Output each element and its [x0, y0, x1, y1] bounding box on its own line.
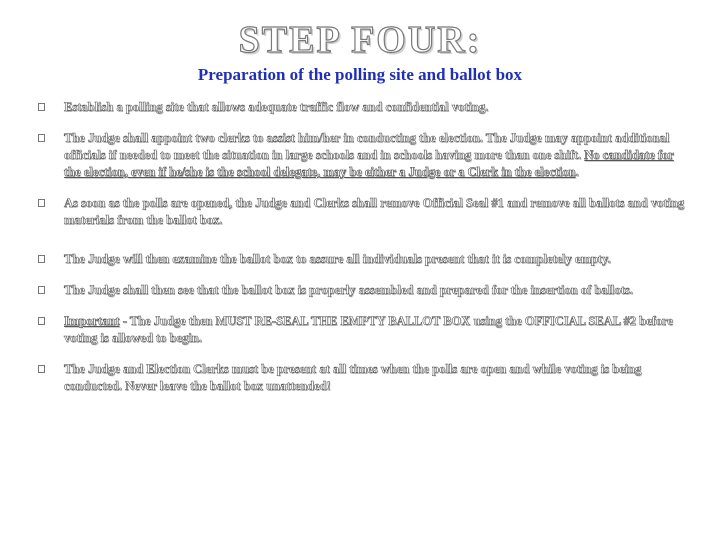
bullet-text: The Judge shall then see that the ballot box is properly assembled and prepared for the insertion of ballots.	[64, 283, 633, 297]
square-bullet-icon	[38, 134, 45, 142]
bullet-text: Establish a polling site that allows adequate traffic flow and confidential voting.	[64, 100, 489, 114]
square-bullet-icon	[38, 286, 45, 294]
bullet-item	[36, 195, 686, 229]
bullet-item	[36, 130, 686, 181]
bullet-text: The Judge will then examine the ballot box to assure all individuals present that it is completely empty.	[64, 252, 611, 266]
bullet-item	[36, 313, 686, 347]
square-bullet-icon	[38, 255, 45, 263]
bullet-text: As soon as the polls are opened, the Judge and Clerks shall remove Official Seal #1 and remove all ballots and voting materials from the ballot box.	[64, 196, 685, 227]
slide-subtitle: Preparation of the polling site and ballot box	[197, 65, 523, 84]
bullet-item	[36, 99, 686, 116]
bullet-item	[36, 361, 686, 395]
square-bullet-icon	[38, 365, 45, 373]
bullet-text: - The Judge then MUST RE-SEAL THE EMPTY BALLOT BOX using the OFFICIAL SEAL #2 before voting is allowed to begin.	[64, 314, 673, 345]
square-bullet-icon	[38, 103, 45, 111]
bullet-list	[36, 99, 686, 409]
bullet-text: The Judge and Election Clerks must be present at all times when the polls are open and while voting is being conducted. Never leave the ballot box unattended!	[64, 362, 642, 393]
slide-title: STEP FOUR:	[238, 19, 482, 61]
bullet-text-tail: .	[575, 165, 579, 179]
square-bullet-icon	[38, 199, 45, 207]
bullet-text: The Judge shall appoint two clerks to assist him/her in conducting the election. The Judge may appoint additional officials if needed to meet the situation in large schools and in schools having more than one shift.	[64, 131, 670, 162]
bullet-item	[36, 251, 686, 268]
bullet-item	[36, 282, 686, 299]
bullet-underlined-text: No candidate for the election, even if he/she is the school delegate, may be either a Judge or a Clerk in the election	[64, 148, 674, 179]
bullet-lead-text: Important	[64, 314, 120, 328]
square-bullet-icon	[38, 317, 45, 325]
